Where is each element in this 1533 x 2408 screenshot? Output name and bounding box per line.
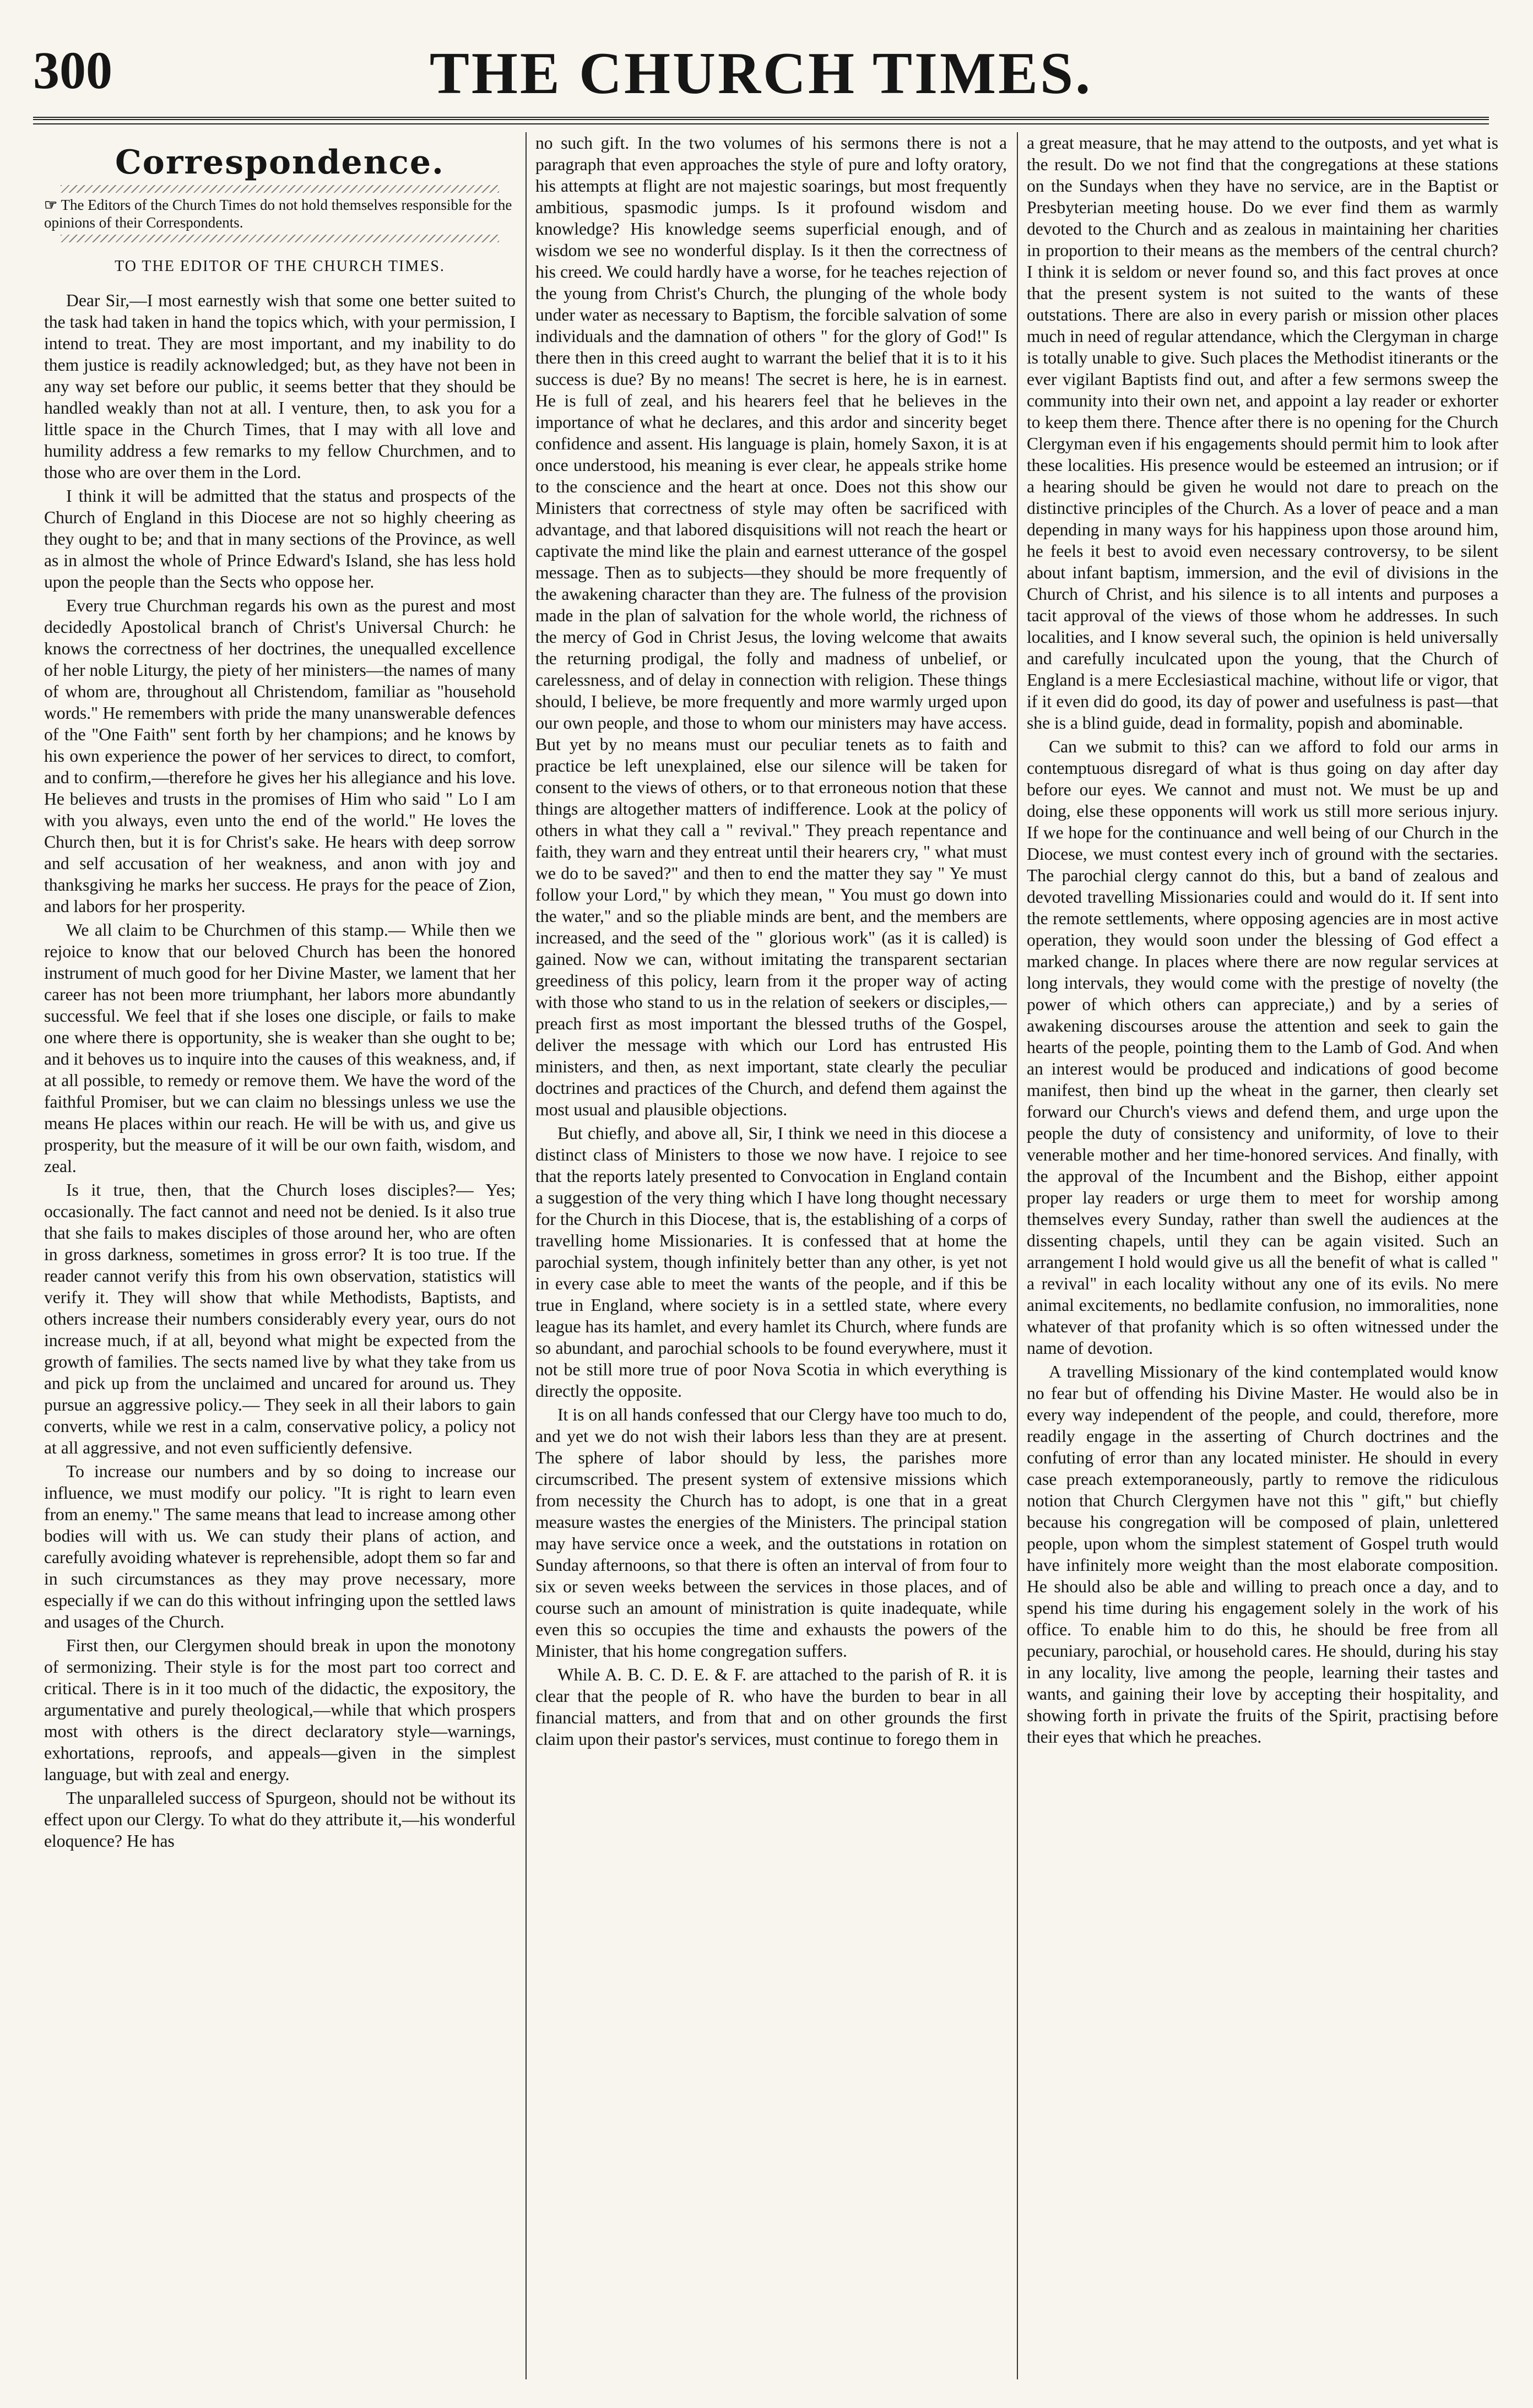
column-divider bbox=[1017, 132, 1018, 2379]
paragraph: To increase our numbers and by so doing to increase our influence, we must modify our policy. "It is right to learn even from an enemy." The same means that lead to increase among other bodies will with us. We can study their plans of action, and carefully avoiding whatever is reprehensible, adopt them so far and in such circumstances as they may prove necessary, more especially if we can do this without infringing upon the settled laws and usages of the Church. bbox=[44, 1462, 516, 1631]
page-number: 300 bbox=[33, 41, 112, 100]
ornamental-rule bbox=[61, 185, 499, 193]
article-columns bbox=[44, 132, 1498, 2385]
paragraph: It is on all hands confessed that our Clergy have too much to do, and yet we do not wish their labors less than they are at present. The sphere of labor should by less, the parishes more circumscribed. The present system of extensive missions which from necessity the Church has to adopt, is one that in a great measure wastes the energies of the Ministers. The principal station may have service once a week, and the outstations in rotation on Sunday afternoons, so that there is often an interval of from four to six or seven weeks between the services in those places, and of course such an amount of ministration is quite inadequate, while even this so occupies the time and exhausts the powers of the Minister, that his home congregation suffers. bbox=[535, 1405, 1007, 1661]
paragraph-continued: no such gift. In the two volumes of his sermons there is not a paragraph that even approaches the style of pure and lofty oratory, his attempts at flight are not majestic soarings, but most frequently ambitious, spasmodic jumps. Is it profound wisdom and knowledge? His knowledge seems superficial enough, and of wisdom we see no wonderful display. Is it then the correctness of his creed. We could hardly have a worse, for he teaches rejection of the young from Christ's Church, the plunging of the whole body under water as necessary to Baptism, the forcible salvation of some individuals and the damnation of others " for the glory of God!" Is there then in this creed aught to warrant the belief that it is to it his success is due? By no means! The secret is here, he is in earnest. He is full of zeal, and his hearers feel that he believes in the importance of what he declares, and this ardor and sincerity beget confidence and assent. His language is plain, homely Saxon, it is at once understood, his meaning is ever clear, he appeals strike home to the conscience and the heart at once. Does not this show our Ministers that correctness of style may often be sacrificed with advantage, and that labored disquisitions will not reach the heart or captivate the mind like the plain and earnest utterance of the gospel message. Then as to subjects—they should be more frequently of the awakening character than they are. The fulness of the provision made in the plan of salvation for the whole world, the richness of the mercy of God in Christ Jesus, the loving welcome that awaits the returning prodigal, the folly and madness of unbelief, or carelessness, and of delay in connection with religion. These things should, I believe, be more frequently and more warmly urged upon our own people, and those to whom our ministers may have access. But yet by no means must our peculiar tenets as to faith and practice be left unexplained, else our silence will be taken for consent to the views of others, or to that erroneous notion that these things are altogether matters of indifference. Look at the policy of others in what they call a " revival." They preach repentance and faith, they warn and they entreat until their hearers cry, " what must we do to be saved?" and then to end the matter they say " Ye must follow your Lord," by which they mean, " You must go down into the water," and so the pliable minds are bent, and the members are increased, and the seed of the " glorious work" (as it is called) is gained. Now we can, without imitating the transparent sectarian greediness of this policy, learn from it the proper way of acting with those who stand to us in the relation of seekers or disciples,— preach first as most important the blessed truths of the Gospel, deliver the message with which our Lord has entrusted His ministers, and then, as next important, state clearly the peculiar doctrines and practices of the Church, and defend them against the most usual and plausible objections. bbox=[535, 133, 1007, 1119]
ornamental-rule bbox=[61, 235, 499, 242]
paragraph: But chiefly, and above all, Sir, I think we need in this diocese a distinct class of Ministers to those we now have. I rejoice to see that the reports lately presented to Convocation in England contain a suggestion of the very thing which I have long thought necessary for the Church in this Diocese, that is, the establishing of a corps of travelling home Missionaries. It is confessed that at home the parochial system, though infinitely better than any other, is yet not in every case able to meet the wants of the people, and if this be true in England, where society is in a settled state, where every league has its hamlet, and every hamlet its Church, where funds are so abundant, and parochial schools to be found everywhere, must it not be still more true of poor Nova Scotia in which everything is directly the opposite. bbox=[535, 1124, 1007, 1401]
masthead bbox=[33, 41, 1489, 127]
newspaper-title: THE CHURCH TIMES. bbox=[429, 41, 1093, 106]
column-1 bbox=[44, 132, 516, 2379]
paragraph: The unparalleled success of Spurgeon, should not be without its effect upon our Clergy. To what do they attribute it,—his wonderful eloquence? He has bbox=[44, 1788, 516, 1851]
paragraph: First then, our Clergymen should break in upon the monotony of sermonizing. Their style is for the most part too correct and critical. There is in it too much of the didactic, the expository, the argumentative and purely theological,—while that which prospers most with others is the direct declaratory style—warnings, exhortations, reproofs, and appeals—given in the simplest language, but with zeal and energy. bbox=[44, 1636, 516, 1784]
masthead-rule bbox=[33, 117, 1489, 124]
column-divider bbox=[526, 132, 527, 2379]
pointing-hand-icon: ☞ bbox=[44, 197, 58, 213]
paragraph: We all claim to be Churchmen of this stamp.— While then we rejoice to know that our beloved Church has been the honored instrument of much good for her Divine Master, we lament that her career has not been more triumphant, her labors more abundantly successful. We feel that if she loses one disciple, or fails to make one where there is opportunity, she is weaker than she ought to be; and it behoves us to inquire into the causes of this weakness, and, if at all possible, to remedy or remove them. We have the word of the faithful Promiser, but we can claim no blessings unless we use the means He places within our reach. He will be with us, and give us prosperity, but the measure of it will be our own faith, wisdom, and zeal. bbox=[44, 920, 516, 1176]
paragraph: Is it true, then, that the Church loses disciples?— Yes; occasionally. The fact cannot and need not be denied. Is it also true that she fails to makes disciples of those around her, who are often in gross darkness, sometimes in gross error? It is too true. If the reader cannot verify this from his own observation, statistics will verify it. They will show that while Methodists, Baptists, and others increase their numbers considerably every year, ours do not increase much, if at all, beyond what might be expected from the growth of families. The sects named live by what they take from us and pick up from the unclaimed and uncared for around us. They pursue an aggressive policy.— They seek in all their labors to gain converts, while we rest in a calm, conservative policy, a policy not at all aggressive, and not even sufficiently defensive. bbox=[44, 1180, 516, 1457]
column-2 bbox=[535, 132, 1007, 2379]
paragraph-continued: a great measure, that he may attend to the outposts, and yet what is the result. Do we not find that the congregations at these stations on the Sundays when they have no service, are in the Baptist or Presbyterian meeting house. Do we ever find them as warmly devoted to the Church and as zealous in maintaining her charities in proportion to their means as the members of the central church? I think it is seldom or never found so, and this fact proves at once that the present system is not suited to the wants of these outstations. There are also in every parish or mission other places much in need of regular attendance, which the Clergyman in charge is totally unable to give. Such places the Methodist itinerants or the ever vigilant Baptists find out, and after a few sermons sweep the community into their own net, and appoint a lay reader or exhorter to keep them there. Thence after there is no opening for the Church Clergyman even if his engagements should permit him to look after these localities. His presence would be esteemed an intrusion; or if a hearing should be given he would not dare to preach on the distinctive principles of the Church. As a lover of peace and a man depending in many ways for his happiness upon those around him, he feels it best to avoid even necessary controversy, to be silent about infant baptism, immersion, and the evil of divisions in the Church of Christ, and his silence is to all intents and purposes a tacit approval of the views of those whom he addresses. In such localities, and I know several such, the opinion is held universally and carefully inculcated upon the young, that the Church of England is a mere Ecclesiastical machine, without life or vigor, that if it even did do good, its day of power and usefulness is past—that she is a blind guide, dead in formality, popish and abominable. bbox=[1027, 133, 1498, 733]
section-heading: Correspondence. bbox=[115, 143, 445, 182]
disclaimer-text: The Editors of the Church Times do not hold themselves responsible for the opinions of their Correspondents. bbox=[44, 197, 512, 231]
paragraph: Dear Sir,—I most earnestly wish that some one better suited to the task had taken in hand the topics which, with your permission, I intend to treat. They are most important, and my inability to do them justice is readily acknowledged; but, as they have not been in any way set before our public, it seems better that they should be handled weakly than not at all. I venture, then, to ask you for a little space in the Church Times, that I may with all love and humility address a few remarks to my fellow Churchmen, and to those who are over them in the Lord. bbox=[44, 291, 516, 482]
paragraph: I think it will be admitted that the status and prospects of the Church of England in this Diocese are not so highly cheering as they ought to be; and that in many sections of the Province, as well as in almost the whole of Prince Edward's Island, she has less hold upon the people than the Sects who oppose her. bbox=[44, 486, 516, 592]
paragraph: Every true Churchman regards his own as the purest and most decidedly Apostolical branch of Christ's Universal Church: he knows the correctness of her doctrines, the unequalled excellence of her noble Liturgy, the piety of her ministers—the names of many of whom are, throughout all Christendom, familiar as "household words." He remembers with pride the many unanswerable defences of the "One Faith" sent forth by her champions; and he knows by his own experience the power of her services to direct, to comfort, and to confirm,—therefore he gives her his allegiance and his love. He believes and trusts in the promises of Him who said " Lo I am with you always, even unto the end of the world." He loves the Church then, but it is for Christ's sake. He hears with deep sorrow and self accusation of her weakness, and anon with joy and thanksgiving he marks her success. He prays for the peace of Zion, and labors for her prosperity. bbox=[44, 596, 516, 916]
editorial-disclaimer bbox=[44, 196, 516, 231]
column-3 bbox=[1027, 132, 1498, 2379]
paragraph: While A. B. C. D. E. & F. are attached to the parish of R. it is clear that the people of R. who have the burden to bear in all financial matters, and from that and on other grounds the first claim upon their pastor's services, must continue to forego them in bbox=[535, 1665, 1007, 1749]
letter-addressee: TO THE EDITOR OF THE CHURCH TIMES. bbox=[115, 258, 445, 275]
paragraph: A travelling Missionary of the kind contemplated would know no fear but of offending his Divine Master. He would also be in every way independent of the people, and could, therefore, more readily engage in the asserting of Church doctrines and the confuting of error than any located minister. He should in every case preach extemporaneously, partly to remove the ridiculous notion that Church Clergymen have not this " gift," but chiefly because his congregation will be composed of plain, unlettered people, upon whom the simplest statement of Gospel truth would have infinitely more weight than the most elaborate composition. He should also be able and willing to preach once a day, and to spend his time during his engagement solely in the work of his office. To enable him to do this, he should be free from all pecuniary, parochial, or household cares. He should, during his stay in any locality, live among the people, learning their tastes and wants, and gaining their love by accepting their hospitality, and showing forth in private the fruits of the Spirit, practising before their eyes that which he preaches. bbox=[1027, 1362, 1498, 1747]
paragraph: Can we submit to this? can we afford to fold our arms in contemptuous disregard of what is thus going on day after day before our eyes. We cannot and must not. We must be up and doing, else these opponents will work us still more serious injury. If we hope for the continuance and well being of our Church in the Diocese, we must contest every inch of ground with the sectaries. The parochial clergy cannot do this, but a band of zealous and devoted travelling Missionaries could and would do it. If sent into the remote settlements, where opposing agencies are in most active operation, they would soon under the blessing of God effect a marked change. In places where there are now regular services at long intervals, they would come with the prestige of novelty (the power of which others can appreciate,) and by a series of awakening discourses arouse the attention and seek to gain the hearts of the people, pointing them to the Lamb of God. And when an interest would be produced and indications of good become manifest, then bind up the wheat in the garner, then clearly set forward our Church's views and defend them, and urge upon the people the duty of consistency and uniformity, of love to their venerable mother and her time-honored services. And finally, with the approval of the Incumbent and the Bishop, either appoint proper lay readers or urge them to meet for worship among themselves every Sunday, rather than swell the audiences at the dissenting chapels, until they can be again visited. Such an arrangement I hold would give us all the benefit of what is called " a revival" in each locality without any one of its evils. No mere animal excitements, no bedlamite confusion, no immoralities, none whatever of that profanity which is so often witnessed under the name of devotion. bbox=[1027, 737, 1498, 1358]
